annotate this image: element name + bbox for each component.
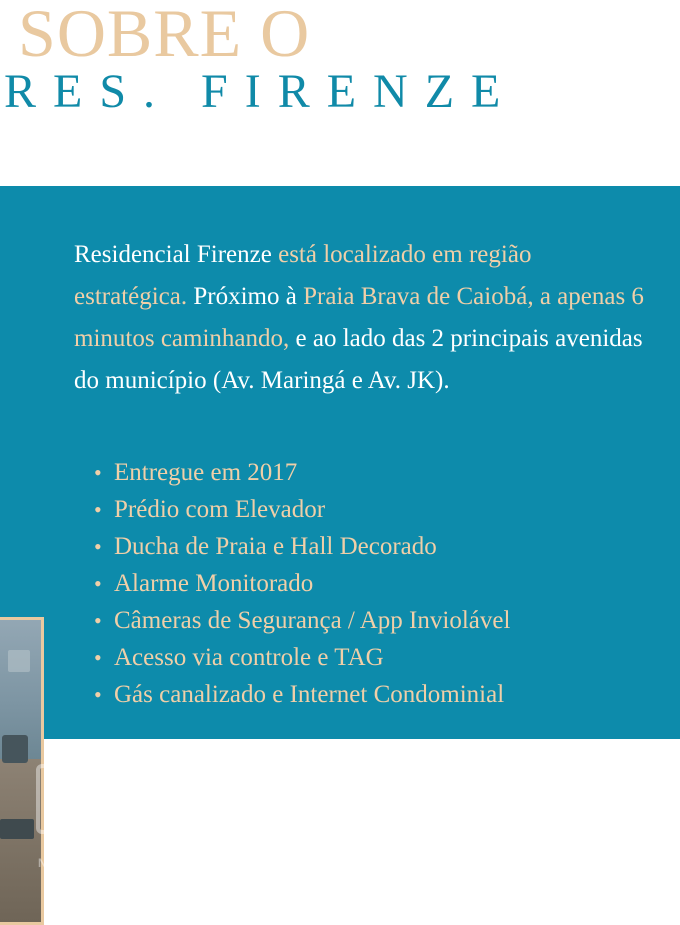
paragraph-segment-6: (Av. Maringá e Av. JK). (212, 367, 450, 394)
watermark-logo (36, 760, 336, 888)
list-item: • Ducha de Praia e Hall Decorado (114, 528, 652, 565)
list-item: • Entregue em 2017 (114, 454, 652, 491)
list-item: • Acesso via controle e TAG (114, 639, 652, 676)
watermark-creci: CRECI J 5511 (110, 876, 205, 888)
paragraph-segment-5: e ao lado das 2 principais avenidas do município (74, 325, 643, 394)
photo-shape-top (8, 650, 30, 672)
page-title-sub: RES. FIRENZE (4, 65, 518, 118)
house-icon (36, 764, 106, 834)
content-panel (0, 186, 680, 888)
paragraph-segment-3: Próximo à (193, 283, 304, 310)
list-item: • Câmeras de Segurança / App Inviolável (114, 602, 652, 639)
property-photo-thumbnail (0, 617, 44, 925)
watermark-brand-name (116, 761, 230, 830)
paragraph-segment-4: Praia Brava de Caiobá, a apenas 6 minutos caminhando, (74, 283, 644, 352)
features-list (92, 454, 652, 713)
page-title-main: SOBRE O (18, 0, 311, 71)
list-item: • Alarme Monitorado (114, 565, 652, 602)
watermark-badge-text: MB (49, 793, 93, 823)
list-item: • Prédio com Elevador (114, 491, 652, 528)
watermark-tagline: NEGÓCIOS IMOBILIÁRIOS (38, 856, 253, 870)
paragraph-segment-2: está localizado em região estratégica. (74, 241, 532, 310)
photo-shape-middle (2, 735, 28, 763)
list-item: • Gás canalizado e Internet Condominial (114, 676, 652, 713)
watermark-brand-line1: Manoel (116, 761, 226, 798)
photo-shape-bottom (0, 819, 34, 839)
roof-shape (45, 774, 97, 791)
photo-foreground (0, 759, 41, 922)
paragraph-segment-1: Residencial Firenze (74, 241, 279, 268)
watermark-brand-line2: Imóveis (116, 793, 230, 830)
description-paragraph (74, 234, 646, 402)
document-header (0, 0, 680, 186)
